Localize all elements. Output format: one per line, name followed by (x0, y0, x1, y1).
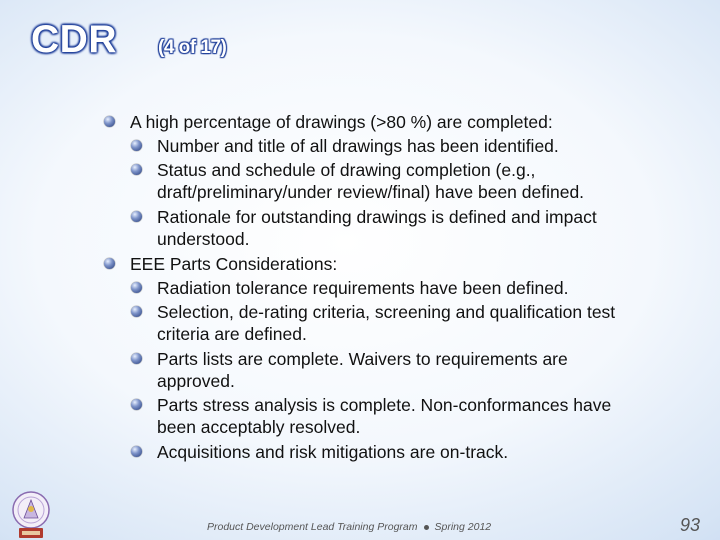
bullet-icon (104, 258, 115, 269)
sub-bullet-icon (131, 140, 142, 151)
bullet-line: Number and title of all drawings has been identified. (157, 136, 559, 157)
footer-date: Spring 2012 (434, 521, 492, 533)
sub-bullet-item (157, 277, 692, 299)
bullet-line: draft/preliminary/under review/final) have been defined. (157, 182, 585, 203)
page-number: 93 (680, 515, 701, 535)
sub-bullet-icon (131, 164, 142, 175)
bullet-line: Status and schedule of drawing completion (e.g., (157, 160, 536, 181)
bullet-line: Radiation tolerance requirements have been defined. (157, 277, 569, 298)
sub-bullet-icon (131, 211, 142, 222)
sub-bullet-item (157, 348, 692, 392)
bullet-line: A high percentage of drawings (>80 %) are completed: (130, 112, 553, 132)
sub-bullet-item (157, 301, 692, 345)
sub-bullet-item (157, 206, 692, 250)
bullet-line: been acceptably resolved. (157, 417, 361, 438)
program-seal-logo (8, 490, 54, 540)
bullet-icon (104, 116, 115, 127)
bullet-item (130, 253, 700, 275)
sub-bullet-icon (131, 306, 142, 317)
slide-title: CDR (31, 18, 117, 61)
sub-bullet-item (157, 394, 692, 438)
slide-subtitle: (4 of 17) (158, 37, 227, 58)
sub-bullet-item (157, 159, 692, 203)
footer-program: Product Development Lead Training Program (207, 521, 418, 533)
footer (207, 521, 491, 533)
bullet-line: Selection, de-rating criteria, screening and qualification test (157, 301, 616, 322)
sub-bullet-icon (131, 446, 142, 457)
sub-bullet-icon (131, 282, 142, 293)
bullet-line: approved. (157, 370, 235, 391)
sub-bullet-icon (131, 353, 142, 364)
sub-bullet-item (157, 441, 692, 463)
bullet-line: Acquisitions and risk mitigations are on-track. (157, 441, 509, 462)
bullet-line: understood. (157, 228, 250, 249)
bullet-line: Rationale for outstanding drawings is defined and impact (157, 206, 597, 227)
bullet-item (130, 111, 700, 133)
bullet-line: criteria are defined. (157, 323, 307, 344)
bullet-line: Parts stress analysis is complete. Non-conformances have (157, 395, 612, 416)
sub-bullet-icon (131, 399, 142, 410)
bullet-line: Parts lists are complete. Waivers to requirements are (157, 348, 568, 369)
bullet-line: EEE Parts Considerations: (130, 253, 338, 274)
sub-bullet-item (157, 135, 692, 157)
footer-separator-dot (424, 525, 429, 530)
